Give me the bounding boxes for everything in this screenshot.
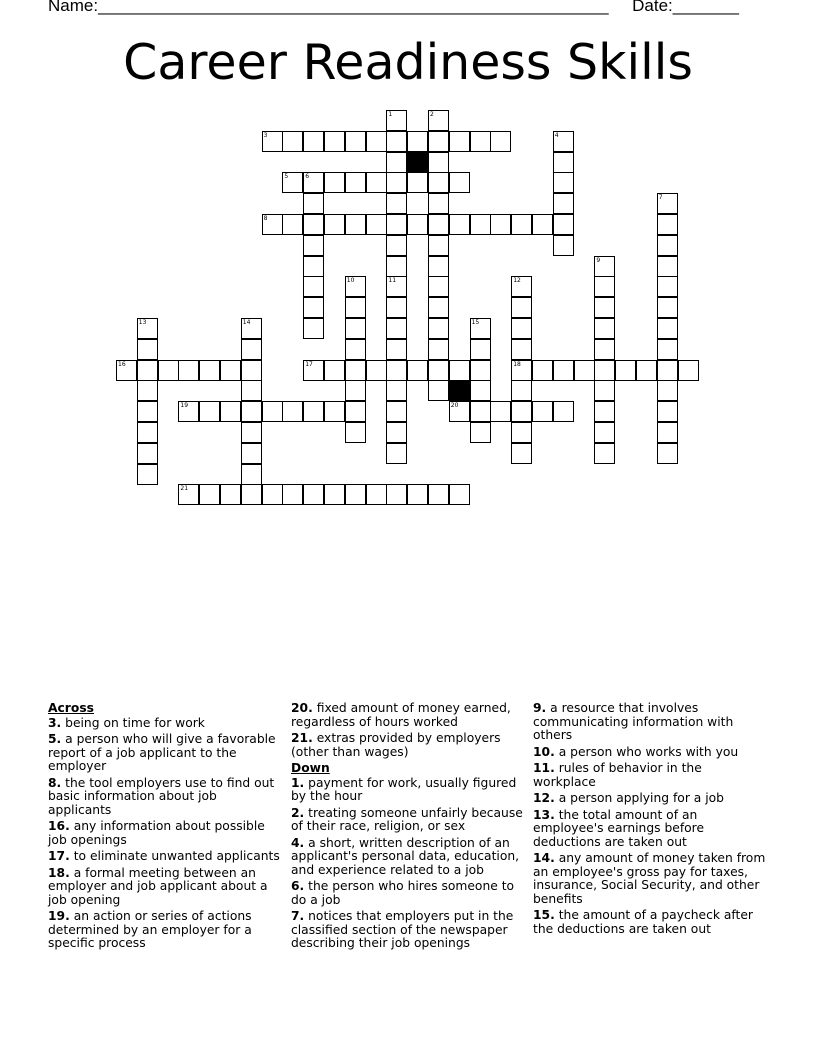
clue-number: 5: [284, 173, 289, 181]
grid-cell[interactable]: [470, 401, 491, 422]
grid-cell[interactable]: [386, 152, 407, 173]
clue-down-2: 2. treating someone unfairly because of their race, religion, or sex: [291, 805, 523, 833]
grid-cell[interactable]: [137, 443, 158, 464]
clue-number: 20: [450, 402, 459, 410]
grid-cell[interactable]: [594, 318, 615, 339]
clue-number: 1: [388, 111, 393, 118]
grid-cell[interactable]: [241, 380, 262, 401]
black-cell: [449, 380, 470, 401]
grid-cell[interactable]: [553, 235, 574, 256]
grid-cell[interactable]: [428, 276, 449, 297]
grid-cell[interactable]: [428, 193, 449, 214]
clue-down-13: 13. the total amount of an employee's earnings before deductions are taken out: [533, 807, 705, 849]
grid-cell[interactable]: [324, 484, 345, 505]
grid-cell[interactable]: [511, 339, 532, 360]
grid-cell[interactable]: [282, 401, 303, 422]
grid-cell[interactable]: [407, 214, 428, 235]
grid-cell[interactable]: [345, 214, 366, 235]
grid-cell[interactable]: [407, 484, 428, 505]
grid-cell[interactable]: [386, 401, 407, 422]
grid-cell[interactable]: [553, 131, 574, 152]
grid-cell[interactable]: [282, 484, 303, 505]
date-label: Date:: [632, 0, 673, 15]
clue-across-19: 19. an action or series of actions determined by an employer for a specific process: [48, 909, 252, 950]
grid-cell[interactable]: [386, 276, 407, 297]
grid-cell[interactable]: [303, 360, 324, 381]
clue-number: 16: [118, 360, 126, 368]
grid-cell[interactable]: [428, 172, 449, 193]
grid-cell[interactable]: [594, 360, 615, 381]
grid-cell[interactable]: [345, 380, 366, 401]
grid-cell[interactable]: [532, 360, 553, 381]
grid-cell[interactable]: [241, 360, 262, 381]
grid-cell[interactable]: [241, 464, 262, 485]
grid-cell[interactable]: [594, 380, 615, 401]
grid-cell[interactable]: [386, 172, 407, 193]
grid-cell[interactable]: [594, 401, 615, 422]
grid-cell[interactable]: [657, 235, 678, 256]
grid-cell[interactable]: [428, 484, 449, 505]
grid-cell[interactable]: [262, 401, 283, 422]
grid-cell[interactable]: [303, 235, 324, 256]
grid-cell[interactable]: [511, 422, 532, 443]
clue-number: 6: [305, 173, 310, 181]
clue-number: 21: [180, 485, 189, 493]
grid-cell[interactable]: [366, 131, 387, 152]
grid-cell[interactable]: [199, 401, 220, 422]
grid-cell[interactable]: [386, 443, 407, 464]
clue-number: 9: [596, 256, 601, 264]
grid-cell[interactable]: [345, 297, 366, 318]
grid-cell[interactable]: [345, 484, 366, 505]
grid-cell[interactable]: [553, 193, 574, 214]
grid-cell[interactable]: [657, 360, 678, 381]
grid-cell[interactable]: [303, 401, 324, 422]
grid-cell[interactable]: [137, 422, 158, 443]
grid-cell[interactable]: [386, 256, 407, 277]
grid-cell[interactable]: [386, 318, 407, 339]
grid-cell[interactable]: [657, 193, 678, 214]
grid-cell[interactable]: [303, 172, 324, 193]
clue-across-18: 18. a formal meeting between an employer and job applicant about a job opening: [48, 865, 268, 907]
grid-cell[interactable]: [449, 360, 470, 381]
grid-cell[interactable]: [366, 484, 387, 505]
grid-cell[interactable]: [574, 360, 595, 381]
grid-cell[interactable]: [137, 380, 158, 401]
grid-cell[interactable]: [428, 380, 449, 401]
across-heading: Across: [48, 701, 94, 715]
grid-cell[interactable]: [553, 172, 574, 193]
date-blank[interactable]: _______: [672, 0, 739, 15]
grid-cell[interactable]: [282, 214, 303, 235]
clue-number: 19: [180, 402, 189, 410]
grid-cell[interactable]: [386, 484, 407, 505]
grid-cell[interactable]: [345, 318, 366, 339]
grid-cell[interactable]: [407, 172, 428, 193]
clue-number: 8: [263, 215, 268, 222]
grid-cell[interactable]: [324, 360, 345, 381]
grid-cell[interactable]: [262, 214, 283, 235]
grid-cell[interactable]: [324, 401, 345, 422]
grid-cell[interactable]: [220, 401, 241, 422]
grid-cell[interactable]: [594, 422, 615, 443]
grid-cell[interactable]: [553, 360, 574, 381]
grid-cell[interactable]: [657, 401, 678, 422]
grid-cell[interactable]: [137, 360, 158, 381]
grid-cell[interactable]: [532, 214, 553, 235]
grid-cell[interactable]: [386, 422, 407, 443]
clue-down-10: 10. a person who works with you: [533, 744, 739, 759]
clue-down-9: 9. a resource that involves communicating information with others: [533, 701, 734, 742]
grid-cell[interactable]: [657, 297, 678, 318]
clue-down-15: 15. the amount of a paycheck after the deductions are taken out: [533, 908, 753, 936]
grid-cell[interactable]: [470, 380, 491, 401]
grid-cell[interactable]: [615, 360, 636, 381]
grid-cell[interactable]: [303, 318, 324, 339]
grid-cell[interactable]: [636, 360, 657, 381]
clue-across-17: 17. to eliminate unwanted applicants: [48, 849, 280, 863]
clue-across-16: 16. any information about possible job openings: [48, 819, 265, 847]
grid-cell[interactable]: [657, 256, 678, 277]
grid-cell[interactable]: [428, 235, 449, 256]
grid-cell[interactable]: [366, 360, 387, 381]
clue-number: 17: [305, 360, 313, 368]
grid-cell[interactable]: [511, 401, 532, 422]
clue-number: 18: [513, 360, 521, 368]
grid-cell[interactable]: [657, 339, 678, 360]
clue-column-1: [48, 702, 283, 954]
clue-down-7: 7. notices that employers put in the classified section of the newspaper describing their job openings: [291, 909, 514, 950]
grid-cell[interactable]: [303, 484, 324, 505]
clue-down-4: 4. a short, written description of an applicant's personal data, education, and experience related to a job: [291, 835, 520, 877]
down-heading: Down: [291, 761, 330, 775]
clue-number: 11: [388, 277, 397, 285]
grid-cell[interactable]: [470, 422, 491, 443]
grid-cell[interactable]: [241, 422, 262, 443]
grid-cell[interactable]: [345, 172, 366, 193]
grid-cell[interactable]: [657, 276, 678, 297]
grid-cell[interactable]: [428, 318, 449, 339]
grid-cell[interactable]: [470, 360, 491, 381]
grid-cell[interactable]: [345, 360, 366, 381]
grid-cell[interactable]: [428, 339, 449, 360]
grid-cell[interactable]: [199, 360, 220, 381]
grid-cell[interactable]: [324, 172, 345, 193]
grid-cell[interactable]: [511, 360, 532, 381]
clue-down-12: 12. a person applying for a job: [533, 791, 724, 805]
grid-cell[interactable]: [324, 214, 345, 235]
grid-cell[interactable]: [303, 193, 324, 214]
grid-cell[interactable]: [490, 214, 511, 235]
grid-cell[interactable]: [366, 172, 387, 193]
grid-cell[interactable]: [220, 360, 241, 381]
grid-cell[interactable]: [178, 360, 199, 381]
clue-down-11: 11. rules of behavior in the workplace: [533, 761, 702, 789]
grid-cell[interactable]: [657, 443, 678, 464]
clue-column-2: [291, 702, 526, 954]
clue-down-1: 1. payment for work, usually figured by the hour: [291, 775, 517, 803]
grid-cell[interactable]: [345, 131, 366, 152]
clue-number: 12: [513, 277, 521, 285]
grid-cell[interactable]: [449, 214, 470, 235]
grid-cell[interactable]: [220, 484, 241, 505]
grid-cell[interactable]: [428, 360, 449, 381]
grid-cell[interactable]: [449, 484, 470, 505]
grid-cell[interactable]: [511, 318, 532, 339]
grid-cell[interactable]: [407, 360, 428, 381]
grid-cell[interactable]: [262, 484, 283, 505]
clue-across-3: 3. being on time for work: [48, 715, 205, 730]
grid-cell[interactable]: [594, 276, 615, 297]
grid-cell[interactable]: [594, 339, 615, 360]
grid-cell[interactable]: [241, 443, 262, 464]
grid-cell[interactable]: [137, 318, 158, 339]
grid-cell[interactable]: [428, 131, 449, 152]
grid-cell[interactable]: [553, 214, 574, 235]
page-title: Career Readiness Skills: [123, 34, 693, 91]
clue-number: 10: [346, 277, 355, 285]
grid-cell[interactable]: [428, 214, 449, 235]
grid-cell[interactable]: [449, 401, 470, 422]
grid-cell[interactable]: [490, 131, 511, 152]
grid-cell[interactable]: [511, 443, 532, 464]
grid-cell[interactable]: [199, 484, 220, 505]
grid-cell[interactable]: [407, 131, 428, 152]
grid-cell[interactable]: [428, 297, 449, 318]
grid-cell[interactable]: [137, 401, 158, 422]
grid-cell[interactable]: [470, 339, 491, 360]
grid-cell[interactable]: [449, 131, 470, 152]
grid-cell[interactable]: [241, 339, 262, 360]
grid-cell[interactable]: [158, 360, 179, 381]
grid-cell[interactable]: [511, 297, 532, 318]
clue-number: 15: [471, 319, 480, 326]
clue-down-6: 6. the person who hires someone to do a job: [291, 879, 515, 907]
grid-cell[interactable]: [178, 401, 199, 422]
grid-cell[interactable]: [657, 422, 678, 443]
grid-cell[interactable]: [303, 276, 324, 297]
grid-cell[interactable]: [449, 172, 470, 193]
black-cell: [407, 152, 428, 173]
grid-cell[interactable]: [116, 360, 137, 381]
clue-number: 3: [263, 131, 268, 139]
clue-across-20: 20. fixed amount of money earned, regardless of hours worked: [291, 701, 511, 729]
grid-cell[interactable]: [511, 214, 532, 235]
grid-cell[interactable]: [303, 131, 324, 152]
grid-cell[interactable]: [386, 110, 407, 131]
grid-cell[interactable]: [386, 131, 407, 152]
grid-cell[interactable]: [657, 318, 678, 339]
grid-cell[interactable]: [511, 276, 532, 297]
grid-cell[interactable]: [657, 214, 678, 235]
grid-cell[interactable]: [490, 401, 511, 422]
clue-across-5: 5. a person who will give a favorable report of a job applicant to the employer: [48, 732, 276, 773]
grid-cell[interactable]: [345, 339, 366, 360]
grid-cell[interactable]: [303, 214, 324, 235]
clue-number: 14: [242, 319, 251, 326]
clue-across-21: 21. extras provided by employers (other than wages): [291, 731, 501, 759]
grid-cell[interactable]: [241, 484, 262, 505]
clue-number: 2: [430, 111, 434, 118]
name-label: Name:: [48, 0, 99, 15]
grid-cell[interactable]: [386, 297, 407, 318]
grid-cell[interactable]: [470, 318, 491, 339]
grid-cell[interactable]: [137, 339, 158, 360]
grid-cell[interactable]: [553, 152, 574, 173]
clue-number: 13: [138, 319, 147, 326]
grid-cell[interactable]: [470, 131, 491, 152]
grid-cell[interactable]: [303, 297, 324, 318]
clue-column-3: [533, 702, 768, 939]
grid-cell[interactable]: [345, 276, 366, 297]
grid-cell[interactable]: [594, 256, 615, 277]
grid-cell[interactable]: [470, 214, 491, 235]
clue-number: 7: [658, 194, 663, 202]
grid-cell[interactable]: [282, 172, 303, 193]
grid-cell[interactable]: [386, 235, 407, 256]
grid-cell[interactable]: [345, 401, 366, 422]
grid-cell[interactable]: [178, 484, 199, 505]
grid-cell[interactable]: [386, 193, 407, 214]
grid-cell[interactable]: [428, 110, 449, 131]
grid-cell[interactable]: [262, 131, 283, 152]
grid-cell[interactable]: [428, 256, 449, 277]
grid-cell[interactable]: [657, 380, 678, 401]
grid-cell[interactable]: [366, 214, 387, 235]
grid-cell[interactable]: [386, 339, 407, 360]
grid-cell[interactable]: [594, 443, 615, 464]
name-blank[interactable]: ______________________________________________________: [98, 0, 609, 15]
grid-cell[interactable]: [241, 318, 262, 339]
clue-across-8: 8. the tool employers use to find out basic information about job applicants: [48, 775, 275, 817]
grid-cell[interactable]: [345, 422, 366, 443]
grid-cell[interactable]: [428, 152, 449, 173]
grid-cell[interactable]: [553, 401, 574, 422]
grid-cell[interactable]: [386, 380, 407, 401]
grid-cell[interactable]: [594, 297, 615, 318]
grid-cell[interactable]: [282, 131, 303, 152]
grid-cell[interactable]: [241, 401, 262, 422]
grid-cell[interactable]: [386, 360, 407, 381]
grid-cell[interactable]: [678, 360, 699, 381]
grid-cell[interactable]: [386, 214, 407, 235]
grid-cell[interactable]: [303, 256, 324, 277]
grid-cell[interactable]: [511, 380, 532, 401]
grid-cell[interactable]: [532, 401, 553, 422]
grid-cell[interactable]: [324, 131, 345, 152]
clue-number: 4: [554, 131, 559, 139]
clue-down-14: 14. any amount of money taken from an employee's gross pay for taxes, insurance, Social Security, and other benefits: [533, 851, 766, 906]
grid-cell[interactable]: [137, 464, 158, 485]
